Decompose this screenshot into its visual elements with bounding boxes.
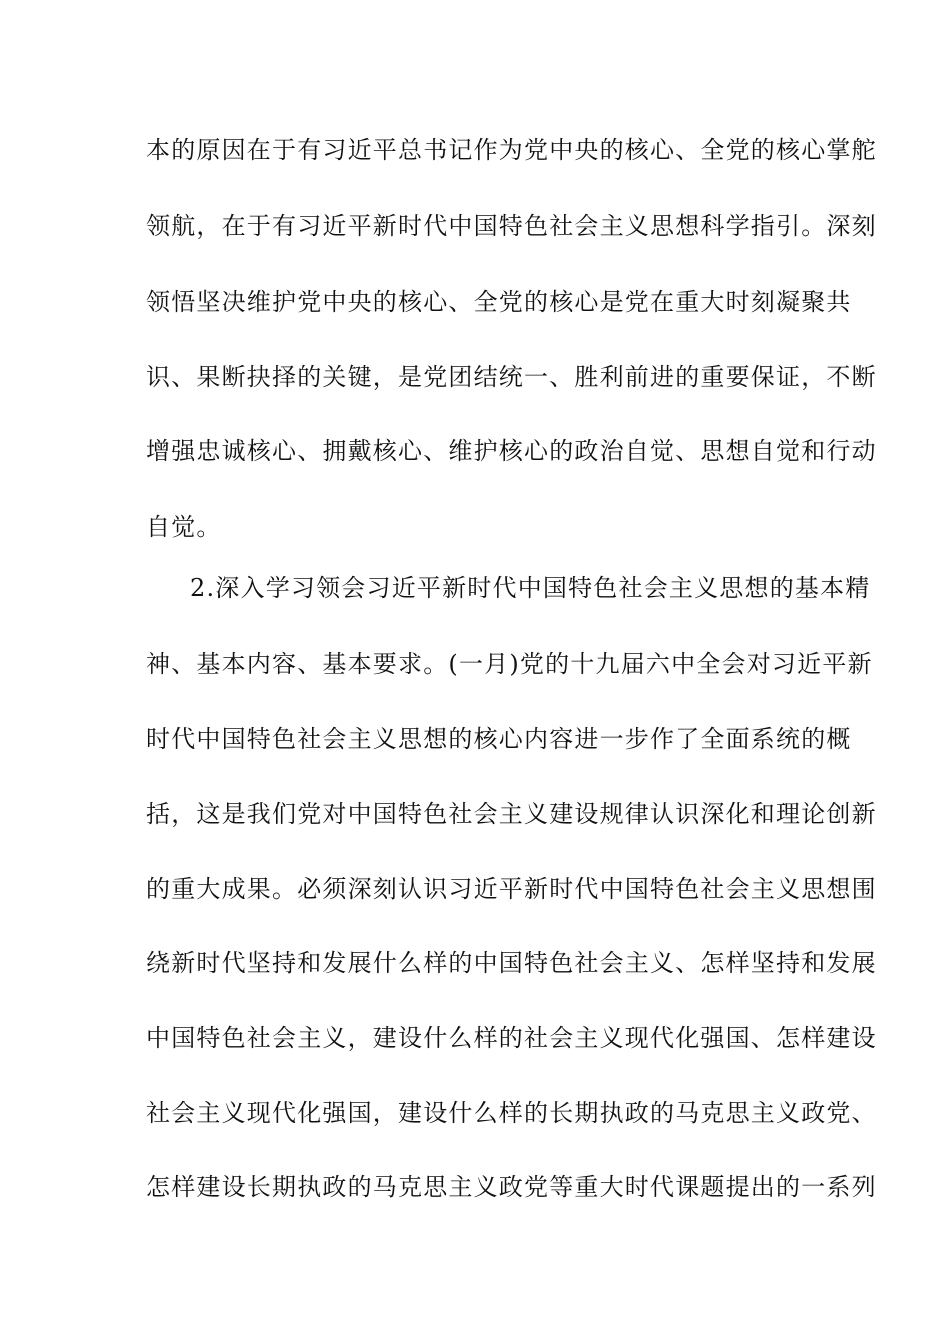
text-line: 识、果断抉择的关键，是党团结统一、胜利前进的重要保证，不断 [146,363,877,391]
text-line: 的重大成果。必须深刻认识习近平新时代中国特色社会主义思想围 [146,875,877,903]
text-line: 自觉。 [146,513,222,541]
text-line: 时代中国特色社会主义思想的核心内容进一步作了全面系统的概 [146,725,852,753]
text-line: 领悟坚决维护党中央的核心、全党的核心是党在重大时刻凝聚共 [146,288,852,316]
text-line: 括，这是我们党对中国特色社会主义建设规律认识深化和理论创新 [146,800,877,828]
text-line: 本的原因在于有习近平总书记作为党中央的核心、全党的核心掌舵 [146,136,877,164]
text-line: 中国特色社会主义，建设什么样的社会主义现代化强国、怎样建设 [146,1024,877,1052]
text-line: 怎样建设长期执政的马克思主义政党等重大时代课题提出的一系列 [146,1173,877,1201]
text-line: 2.深入学习领会习近平新时代中国特色社会主义思想的基本精 [190,574,871,602]
text-line: 社会主义现代化强国，建设什么样的长期执政的马克思主义政党、 [146,1099,877,1127]
text-line: 增强忠诚核心、拥戴核心、维护核心的政治自觉、思想自觉和行动 [146,437,877,465]
text-line: 神、基本内容、基本要求。(一月)党的十九届六中全会对习近平新 [146,650,873,678]
text-line: 领航，在于有习近平新时代中国特色社会主义思想科学指引。深刻 [146,212,877,240]
text-line: 绕新时代坚持和发展什么样的中国特色社会主义、怎样坚持和发展 [146,949,877,977]
